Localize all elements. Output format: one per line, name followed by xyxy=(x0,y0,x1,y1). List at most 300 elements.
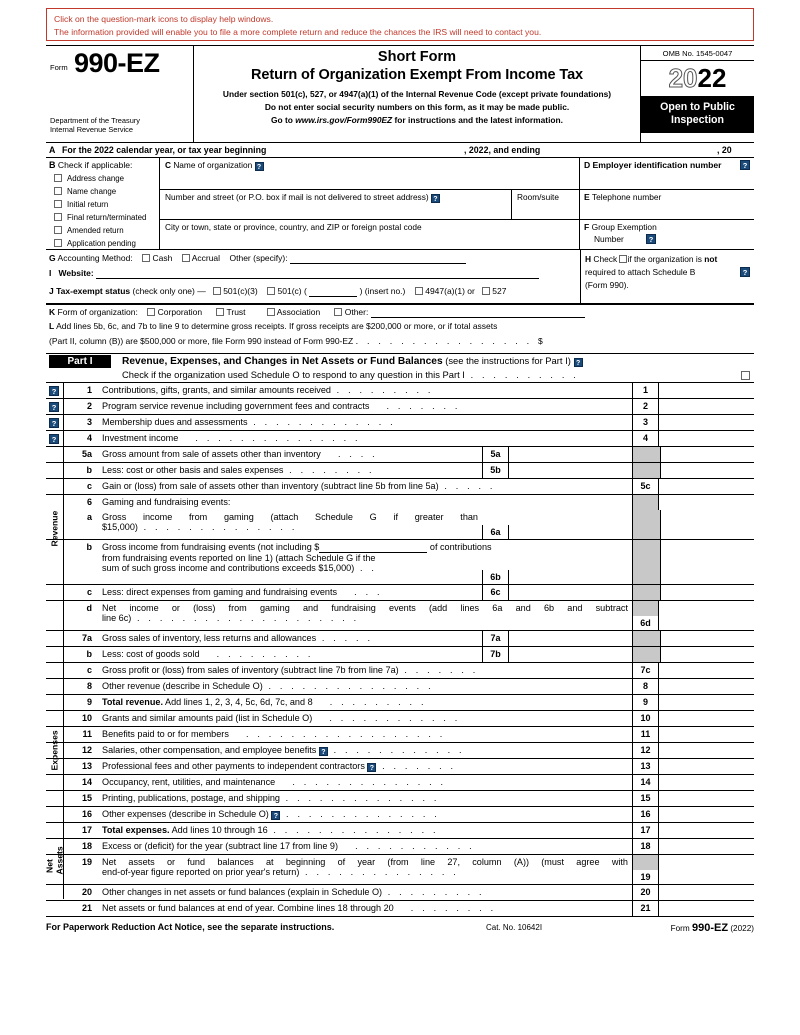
checkbox-icon[interactable] xyxy=(54,213,62,221)
checkbox-label: Amended return xyxy=(67,226,124,235)
line-description xyxy=(102,695,632,707)
table-row xyxy=(46,727,754,743)
section-g-label: Accounting Method: xyxy=(57,253,133,263)
website-input[interactable] xyxy=(96,268,539,279)
line-description xyxy=(102,463,482,475)
section-f-line2: Number xyxy=(594,234,624,244)
section-j-letter: J xyxy=(49,286,54,296)
line-text-bold: Total revenue. xyxy=(102,697,163,707)
shaded-cell xyxy=(632,631,660,646)
line-description xyxy=(102,807,632,820)
amount-line-number: 6d xyxy=(632,616,659,631)
table-row xyxy=(46,495,754,510)
line-text: Investment income xyxy=(102,433,179,443)
form-masthead xyxy=(46,46,754,143)
footer-form-id xyxy=(671,922,754,934)
amount-spacer xyxy=(660,463,754,478)
amount-input[interactable] xyxy=(660,399,754,414)
table-row xyxy=(46,759,754,775)
table-row xyxy=(46,585,754,601)
section-f-letter: F xyxy=(584,222,590,232)
line-number: a xyxy=(86,512,92,522)
checkbox-icon[interactable] xyxy=(54,174,62,182)
org-name-field[interactable] xyxy=(160,158,579,190)
leader-dots: . . . . . . . . . . . . . . xyxy=(280,809,440,819)
line-description xyxy=(102,711,632,723)
amount-input[interactable] xyxy=(660,743,754,758)
help-icon[interactable]: ? xyxy=(740,267,750,277)
section-g-letter: G xyxy=(49,253,56,263)
checkbox-501c3-icon[interactable] xyxy=(213,287,221,295)
section-e-phone[interactable] xyxy=(580,190,754,220)
line-text-part-2: from fundraising events reported on line 1) (attach Schedule G if the xyxy=(102,553,376,563)
line-text: Other expenses (describe in Schedule O) xyxy=(102,809,269,819)
help-icon[interactable]: ? xyxy=(49,402,59,412)
line-description xyxy=(102,479,632,491)
line-description xyxy=(102,663,632,675)
line-description xyxy=(102,743,632,756)
checkbox-other-org-icon[interactable] xyxy=(334,308,342,316)
leader-dots: . . . . . . . . . . xyxy=(464,370,579,380)
paperwork-notice: For Paperwork Reduction Act Notice, see the separate instructions. xyxy=(46,922,335,932)
part-1-check-text: Check if the organization used Schedule O to respond to any question in this Part I xyxy=(122,369,465,380)
row-a-text: For the 2022 calendar year, or tax year beginning xyxy=(62,145,267,155)
irs-url[interactable]: www.irs.gov/Form990EZ xyxy=(295,115,393,125)
line-text: end-of-year figure reported on prior year's return) xyxy=(102,867,300,877)
section-l-line-2 xyxy=(49,336,543,346)
option-other-org: Other: xyxy=(344,307,369,317)
section-f-line1: Group Exemption xyxy=(591,222,657,232)
table-row xyxy=(46,383,754,399)
amount-input[interactable] xyxy=(660,727,754,742)
form-frame xyxy=(46,45,754,920)
other-specify-input[interactable] xyxy=(290,253,466,264)
section-l-text-1: Add lines 5b, 6c, and 7b to line 9 to determine gross receipts. If gross receipts are $200,000 or more, or if total assets xyxy=(56,321,498,331)
line-number: 21 xyxy=(81,903,92,913)
help-column xyxy=(46,399,64,414)
amount-line-number: 8 xyxy=(632,679,659,694)
table-row xyxy=(46,775,754,791)
line-description xyxy=(102,791,632,803)
amount-input[interactable] xyxy=(510,570,632,585)
room-suite-field[interactable] xyxy=(511,190,579,219)
line-description xyxy=(102,855,632,877)
section-i-label: Website: xyxy=(58,268,94,278)
row-a-letter: A xyxy=(49,145,56,155)
table-row xyxy=(46,885,754,901)
section-k-letter: K xyxy=(49,307,56,317)
help-icon[interactable]: ? xyxy=(431,194,440,203)
amount-line-number: 20 xyxy=(632,885,659,900)
amount-input[interactable] xyxy=(510,631,632,646)
street-label xyxy=(165,192,440,203)
amount-spacer xyxy=(660,495,754,510)
section-def-block xyxy=(580,158,754,250)
amount-input[interactable] xyxy=(660,839,754,854)
shaded-cell xyxy=(632,463,660,478)
amount-input[interactable] xyxy=(660,775,754,790)
amount-input[interactable] xyxy=(660,901,754,916)
line-text-bold: Total expenses. xyxy=(102,825,170,835)
help-icon[interactable]: ? xyxy=(574,358,583,367)
table-row xyxy=(46,540,754,585)
section-l-dollar: $ xyxy=(538,336,543,346)
tax-year xyxy=(641,61,754,95)
amount-input[interactable] xyxy=(660,791,754,806)
help-alert-banner xyxy=(46,8,754,41)
checkbox-501c-icon[interactable] xyxy=(267,287,275,295)
line-text: Other revenue (describe in Schedule O) xyxy=(102,681,263,691)
section-l-gross-receipts xyxy=(46,320,754,353)
line-description xyxy=(102,540,604,573)
checkbox-name-change[interactable] xyxy=(54,187,116,196)
section-i-website xyxy=(49,268,539,279)
line-number: 10 xyxy=(81,713,92,723)
leader-dots: . . . . . . . . . . . . . . xyxy=(275,777,447,787)
side-label-revenue: Revenue xyxy=(49,510,60,547)
section-e-label xyxy=(584,192,661,202)
line-number: 20 xyxy=(81,887,92,897)
line-description xyxy=(102,901,632,913)
checkbox-final-return[interactable] xyxy=(54,213,146,222)
line-text: Benefits paid to or for members xyxy=(102,729,229,739)
leader-dots: . . . . . . . . . xyxy=(312,697,427,707)
line-description xyxy=(102,585,482,597)
amount-spacer xyxy=(660,447,754,462)
line-number: 18 xyxy=(81,841,92,851)
line-number: 9 xyxy=(86,697,92,707)
line-text: Add lines 1, 2, 3, 4, 5c, 6d, 7c, and 8 xyxy=(162,697,313,707)
amount-input[interactable] xyxy=(660,415,754,430)
line-number: b xyxy=(86,542,92,552)
insert-number-input[interactable] xyxy=(309,286,357,297)
help-icon[interactable]: ? xyxy=(271,811,280,820)
help-icon[interactable]: ? xyxy=(740,160,750,170)
table-row xyxy=(46,601,754,631)
line-text-part-2 xyxy=(102,613,632,623)
line-description xyxy=(102,510,482,532)
amount-input[interactable] xyxy=(660,383,754,398)
option-527: 527 xyxy=(492,286,507,296)
masthead-form-id xyxy=(46,46,194,143)
amount-line-number: 18 xyxy=(632,839,659,854)
amount-spacer xyxy=(660,510,754,539)
org-identity-block xyxy=(46,158,754,250)
help-icon[interactable]: ? xyxy=(367,763,376,772)
section-d-text: Employer identification number xyxy=(592,160,722,170)
checkbox-cash-icon[interactable] xyxy=(142,254,150,262)
amount-input[interactable] xyxy=(660,695,754,710)
table-row xyxy=(46,679,754,695)
checkbox-corporation-icon[interactable] xyxy=(147,308,155,316)
amount-line-number: 1 xyxy=(632,383,659,398)
leader-dots: . . . . . . . . xyxy=(283,465,375,475)
line-description xyxy=(102,415,632,427)
line-number: d xyxy=(86,603,92,613)
line-number: b xyxy=(86,649,92,659)
amount-line-number: 7b xyxy=(482,647,509,662)
line-description xyxy=(102,775,632,787)
alert-line-1: Click on the question-mark icons to display help windows. xyxy=(54,14,274,24)
help-icon[interactable]: ? xyxy=(319,747,328,756)
section-gij xyxy=(46,250,580,304)
form-number: 990-EZ xyxy=(74,48,160,78)
section-h-text-1: if the organization is xyxy=(627,254,705,264)
leader-dots: . . . . . . . . . . . . . . . . . . . . xyxy=(131,613,360,623)
checkbox-association-icon[interactable] xyxy=(267,308,275,316)
checkbox-accrual-icon[interactable] xyxy=(182,254,190,262)
footer-form-prefix: Form xyxy=(670,924,692,933)
section-e-letter: E xyxy=(584,192,590,202)
help-icon[interactable]: ? xyxy=(49,434,59,444)
section-f-group-exemption[interactable] xyxy=(580,220,754,250)
table-row xyxy=(46,647,754,663)
amount-input[interactable] xyxy=(510,463,632,478)
amount-line-number: 7a xyxy=(482,631,509,646)
checkbox-527-icon[interactable] xyxy=(482,287,490,295)
leader-dots: . . . . . . . . . xyxy=(330,385,434,395)
leader-dots: . . xyxy=(354,563,378,573)
leader-dots: . . . . . . . . . . . . . . xyxy=(279,793,440,803)
checkbox-initial-return[interactable] xyxy=(54,200,108,209)
checkbox-icon[interactable] xyxy=(54,239,62,247)
leader-dots: . . . . . . . . . . . . . . xyxy=(137,522,298,532)
amount-line-number: 16 xyxy=(632,807,659,822)
street-address-field[interactable] xyxy=(160,190,579,220)
line-text: Excess or (deficit) for the year (subtract line 17 from line 9) xyxy=(102,841,339,851)
amount-line-number: 14 xyxy=(632,775,659,790)
section-e-text: Telephone number xyxy=(591,192,662,202)
table-row xyxy=(46,447,754,463)
amount-input[interactable] xyxy=(660,616,754,631)
line-description xyxy=(102,383,632,395)
option-corporation: Corporation xyxy=(157,307,203,317)
help-icon[interactable]: ? xyxy=(255,162,264,171)
tax-year-suffix: 22 xyxy=(697,63,727,93)
city-label: City or town, state or province, country, and ZIP or foreign postal code xyxy=(165,222,422,232)
amount-input[interactable] xyxy=(660,855,754,884)
table-row xyxy=(46,807,754,823)
accounting-status-block xyxy=(46,250,754,304)
amount-line-number: 5c xyxy=(632,479,659,494)
amount-line-number: 7c xyxy=(632,663,659,678)
section-j-note: (check only one) — xyxy=(132,286,206,296)
department-block xyxy=(50,116,140,135)
line-description xyxy=(102,601,632,623)
checkbox-label: Final return/terminated xyxy=(67,213,147,222)
checkbox-icon[interactable] xyxy=(54,226,62,234)
checkbox-trust-icon[interactable] xyxy=(216,308,224,316)
omb-number: OMB No. 1545-0047 xyxy=(662,49,733,58)
city-state-zip-field[interactable] xyxy=(160,220,579,250)
side-label-net-assets: Net Assets xyxy=(44,846,65,875)
line-text-part-1: Net income or (loss) from gaming and fundraising events (add lines 6a and 6b and subtract xyxy=(102,603,628,613)
amount-line-number: 6c xyxy=(482,585,509,600)
leader-dots: . . . . . . . . . xyxy=(199,649,314,659)
leader-dots: . . . . . . . . . . . xyxy=(338,841,475,851)
table-row xyxy=(46,695,754,711)
option-accrual: Accrual xyxy=(191,253,221,263)
leader-dots: . . . . . . . xyxy=(369,401,461,411)
open-to-public-line-1: Open to Public xyxy=(660,101,735,113)
table-row xyxy=(46,791,754,807)
line-number: 14 xyxy=(81,777,92,787)
line-text-part-1: Net assets or fund balances at beginning of year (from line 27, column (A)) (must agree with xyxy=(102,857,628,867)
row-a-mid: , 2022, and ending xyxy=(464,145,541,155)
amount-input[interactable] xyxy=(660,759,754,774)
line-number: 16 xyxy=(81,809,92,819)
checkbox-icon[interactable] xyxy=(54,200,62,208)
checkbox-label: Initial return xyxy=(67,200,109,209)
checkbox-schedule-o-icon[interactable] xyxy=(741,371,750,380)
section-h-not: not xyxy=(704,254,718,264)
leader-dots: . . . . . . . xyxy=(398,665,479,675)
leader-dots: . . . . . . . . . . . . . . xyxy=(299,867,459,877)
table-row xyxy=(46,479,754,495)
line-description xyxy=(102,631,482,643)
amount-line-number: 10 xyxy=(632,711,659,726)
line-text-part-1: Gross income from gaming (attach Schedule G if greater than xyxy=(102,512,478,522)
section-j-label: Tax-exempt status xyxy=(56,286,131,296)
table-row xyxy=(46,399,754,415)
leader-dots: . . . . . . . . . . . . . . . . . . xyxy=(228,729,446,739)
amount-input[interactable] xyxy=(660,807,754,822)
form-subtitle-section: Under section 501(c), 527, or 4947(a)(1) of the Internal Revenue Code (except private foundations) xyxy=(222,89,612,99)
line-text: Add lines 10 through 16 xyxy=(169,825,268,835)
line-text: Membership dues and assessments xyxy=(102,417,248,427)
line-text: Gross income from fundraising events (not including $ xyxy=(102,542,320,552)
amount-input[interactable] xyxy=(660,823,754,838)
line-text: Gain or (loss) from sale of assets other than inventory (subtract line 5b from line 5a) xyxy=(102,481,439,491)
help-icon[interactable]: ? xyxy=(49,386,59,396)
amount-input[interactable] xyxy=(510,525,632,540)
table-row xyxy=(46,839,754,855)
line-number: 4 xyxy=(86,433,92,443)
leader-dots: . . . . . . . . . . . . . . . xyxy=(178,433,361,443)
table-row xyxy=(46,711,754,727)
help-icon[interactable]: ? xyxy=(646,234,656,244)
leader-dots: . . . . . . . xyxy=(376,761,457,771)
amount-line-number: 12 xyxy=(632,743,659,758)
amount-line-number: 5a xyxy=(482,447,509,462)
line-text: Grants and similar amounts paid (list in Schedule O) xyxy=(102,713,313,723)
line-text: Gross amount from sale of assets other than inventory xyxy=(102,449,321,459)
amount-line-number: 6a xyxy=(482,525,509,540)
checkbox-application-pending[interactable] xyxy=(54,239,136,248)
shaded-cell xyxy=(632,495,659,510)
leader-dots: . . . . . xyxy=(316,633,374,643)
line-text: $15,000) xyxy=(102,522,138,532)
part-1-title xyxy=(122,355,583,367)
amount-line-number: 5b xyxy=(482,463,509,478)
line-description xyxy=(102,885,632,897)
goto-suffix: for instructions and the latest information. xyxy=(392,115,563,125)
line-number: 8 xyxy=(86,681,92,691)
line-text: Contributions, gifts, grants, and similar amounts received xyxy=(102,385,331,395)
amount-input[interactable] xyxy=(510,585,632,600)
checkbox-amended-return[interactable] xyxy=(54,226,124,235)
checkbox-address-change[interactable] xyxy=(54,174,124,183)
amount-input[interactable] xyxy=(660,479,754,494)
table-row xyxy=(46,463,754,479)
option-501c: 501(c) ( xyxy=(277,286,307,296)
line-number: 3 xyxy=(86,417,92,427)
line-text: Gross sales of inventory, less returns and allowances xyxy=(102,633,317,643)
section-l-letter: L xyxy=(49,321,55,331)
contributions-amount-input[interactable] xyxy=(319,542,427,553)
amount-input[interactable] xyxy=(660,679,754,694)
section-l-line-1 xyxy=(49,321,497,331)
option-trust: Trust xyxy=(226,307,246,317)
leader-dots: . . . . . . . . . . . . . xyxy=(247,417,396,427)
line-number: 11 xyxy=(82,729,92,739)
checkbox-4947a1-icon[interactable] xyxy=(415,287,423,295)
line-text-part-2 xyxy=(102,867,632,877)
amount-input[interactable] xyxy=(510,647,632,662)
form-lines-table xyxy=(46,383,754,917)
room-suite-label: Room/suite xyxy=(517,192,559,202)
section-i-letter: I xyxy=(49,268,52,278)
line-number: c xyxy=(86,587,92,597)
line-description xyxy=(102,823,632,835)
section-d-ein[interactable] xyxy=(580,158,754,190)
line-description xyxy=(102,431,632,443)
leader-dots: . . . . . xyxy=(438,481,496,491)
help-column xyxy=(46,431,64,446)
catalog-number: Cat. No. 10642I xyxy=(486,923,543,932)
line-text: Less: cost of goods sold xyxy=(102,649,200,659)
shaded-cell xyxy=(632,447,660,462)
section-h-line-1 xyxy=(585,253,751,266)
line-text: sum of such gross income and contributions exceeds $15,000) xyxy=(102,563,355,573)
amount-input[interactable] xyxy=(660,663,754,678)
footer-form-year: (2022) xyxy=(728,924,754,933)
option-association: Association xyxy=(276,307,321,317)
amount-input[interactable] xyxy=(660,431,754,446)
part-1-header xyxy=(46,353,754,368)
street-label-text: Number and street (or P.O. box if mail is not delivered to street address) xyxy=(165,192,429,202)
amount-input[interactable] xyxy=(660,885,754,900)
section-h-text-2: required to attach Schedule B xyxy=(585,267,696,277)
other-org-input[interactable] xyxy=(371,307,585,318)
table-row xyxy=(46,431,754,447)
line-text: Printing, publications, postage, and shipping xyxy=(102,793,280,803)
form-subtitle-url-line xyxy=(194,115,640,125)
line-number: c xyxy=(86,665,92,675)
footer-form-number: 990-EZ xyxy=(691,922,729,934)
goto-prefix: Go to xyxy=(271,115,296,125)
leader-dots: . . . . . . . . . . . . . . . xyxy=(262,681,434,691)
line-text: Occupancy, rent, utilities, and maintenance xyxy=(102,777,276,787)
section-c-label: Name of organization xyxy=(173,160,253,170)
amount-input[interactable] xyxy=(510,447,632,462)
line-description xyxy=(102,399,632,411)
amount-line-number: 13 xyxy=(632,759,659,774)
checkbox-icon[interactable] xyxy=(54,187,62,195)
section-g-accounting-method xyxy=(49,253,466,264)
org-name-label xyxy=(165,160,264,171)
amount-line-number: 19 xyxy=(632,870,659,885)
line-description xyxy=(102,839,632,851)
table-row xyxy=(46,901,754,917)
line-text: Less: cost or other basis and sales expenses xyxy=(102,465,284,475)
amount-input[interactable] xyxy=(660,711,754,726)
line-text: Program service revenue including government fees and contracts xyxy=(102,401,370,411)
section-b-checkboxes xyxy=(46,158,159,250)
amount-line-number: 11 xyxy=(632,727,659,742)
help-icon[interactable]: ? xyxy=(49,418,59,428)
table-row xyxy=(46,743,754,759)
